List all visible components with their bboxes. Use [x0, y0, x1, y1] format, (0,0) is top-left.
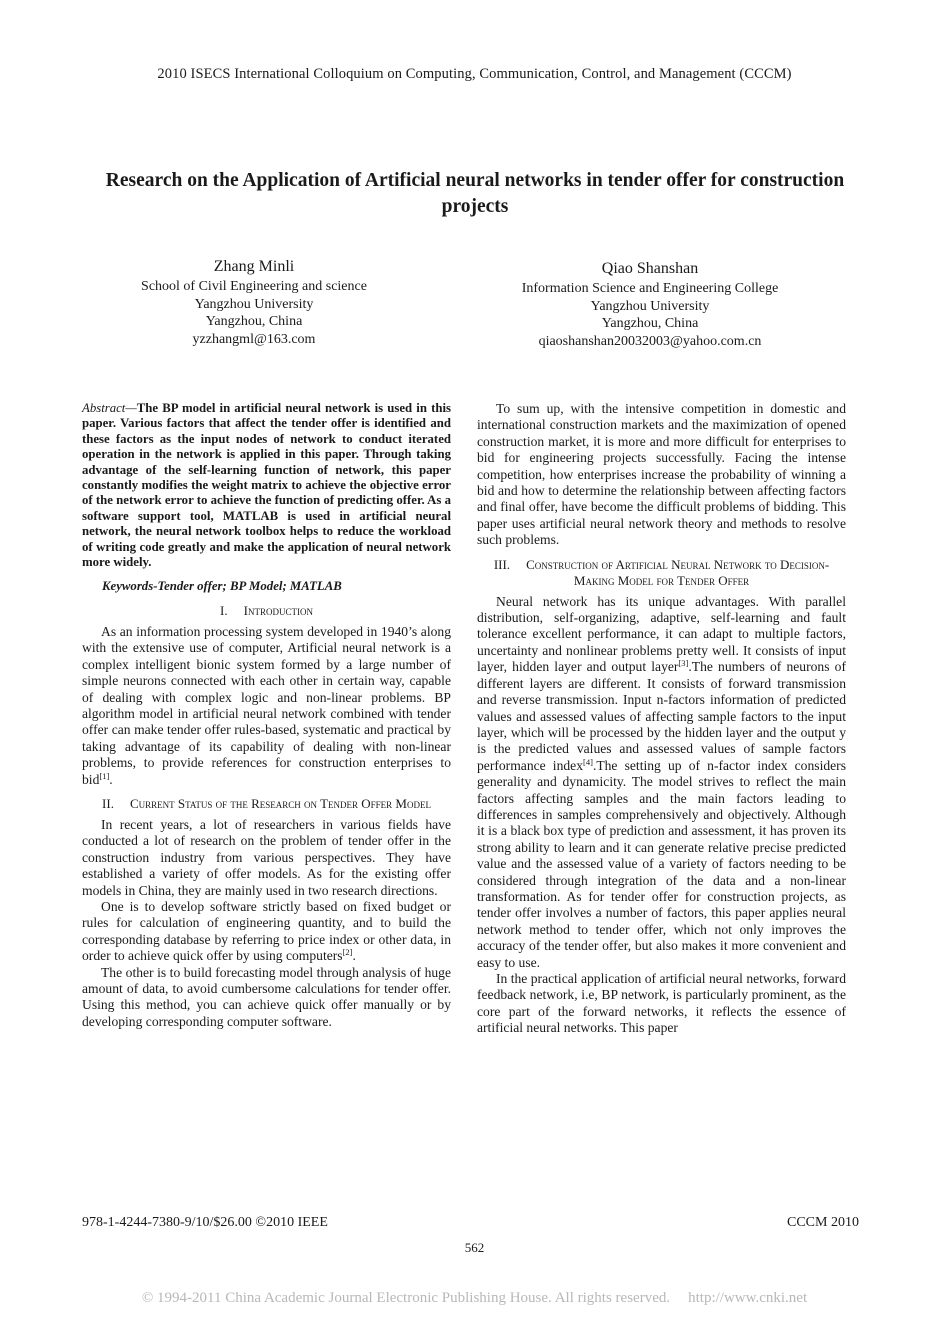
author-email: qiaoshanshan20032003@yahoo.com.cn: [538, 333, 762, 349]
author-email: yzzhangml@163.com: [192, 331, 316, 347]
author-affiliation: Information Science and Engineering College: [521, 281, 779, 296]
paragraph-end: .: [352, 948, 356, 964]
section-title: Current Status of the Research on Tender Offer Model: [129, 795, 431, 811]
conference-header: 2010 ISECS International Colloquium on Computing, Communication, Control, and Management (CCCM): [157, 66, 792, 82]
section-heading-2: [82, 796, 451, 812]
paragraph-text: One is to develop software strictly based on fixed budget or rules for calculation of engineering quantity, and to build the corresponding database by referring to price index or other data, in order to achieve quick offer by using computers: [82, 898, 451, 964]
author-name: Qiao Shanshan: [601, 260, 699, 277]
right-column: [477, 401, 846, 1037]
page-number: 562: [464, 1240, 485, 1255]
citation-ref: [2]: [342, 947, 353, 958]
left-column: [82, 401, 451, 1030]
copyright-notice: [0, 1290, 949, 1307]
paragraph-text: .The setting up of n-factor index considers generality and dynamicity. The model strives to reflect the main factors affecting samples and the main factors leading to differences in samples comprehensively and objectively. Although it is a black box type of prediction and assessment, it has proven its strong ability to learn and it can generate relative precise predicted value and the assessed value of a variety of factors needing to be considered through integration of the data and a non-linear transformation. As for tender offer for construction projects, as tender offer involves a number of factors, this paper applies neural network method to tender offer, which not only improves the accuracy of the tender offer, but also makes it more convenient and easy to use.: [477, 757, 846, 970]
citation-ref: [4]: [583, 756, 593, 767]
author-affiliation: School of Civil Engineering and science: [141, 279, 367, 294]
author-name: Zhang Minli: [213, 258, 295, 275]
citation-ref: [3]: [678, 658, 689, 669]
copyright-url[interactable]: http://www.cnki.net: [688, 1290, 808, 1306]
section-number: III.: [493, 556, 511, 572]
paragraph: [477, 594, 846, 971]
abstract-dash: —: [125, 401, 137, 415]
author-university: Yangzhou University: [590, 298, 710, 314]
section-heading-1: [82, 603, 451, 619]
author-city: Yangzhou, China: [601, 316, 699, 331]
paragraph: In recent years, a lot of researchers in various fields have conducted a lot of research on the problem of tender offer in the construction industry from various perspectives. They have established a variety of offer models. As for the existing offer models in China, they are mainly used in two research directions.: [82, 816, 451, 898]
paragraph: [82, 624, 451, 788]
section-title: Introduction: [243, 602, 313, 618]
paragraph: The other is to build forecasting model through analysis of huge amount of data, to avoid cumbersome calculations for tender offer. Using this method, you can achieve quick offer manually or by developing corresponding computer software.: [82, 964, 451, 1029]
section-heading-3: [477, 557, 846, 589]
footer-conference: CCCM 2010: [787, 1215, 859, 1230]
author-block-1: [104, 256, 404, 348]
paragraph: In the practical application of artificial neural networks, forward feedback network, i.e, BP network, is particularly prominent, as the core part of the forward networks, it reflects the essence of artificial neural networks. This paper: [477, 971, 846, 1036]
section-title: Construction of Artificial Neural Network to Decision-Making Model for Tender Offer: [526, 556, 830, 588]
paragraph: [82, 899, 451, 965]
citation-ref: [1]: [99, 770, 110, 781]
keywords: Keywords-Tender offer; BP Model; MATLAB: [102, 579, 342, 594]
section-number: I.: [220, 602, 228, 618]
footer-isbn: 978-1-4244-7380-9/10/$26.00 ©2010 IEEE: [82, 1215, 328, 1230]
abstract-text: The BP model in artificial neural network is used in this paper. Various factors that affect the tender offer is identified and these factors as the input nodes of network to conduct iterated operation in the network is applied in this paper. Through taking advantage of the self-learning function of network, this paper constantly modifies the weight matrix to achieve the objective error of the network error to achieve the function of predicting offer. As a software support tool, MATLAB is used in artificial neural network, the neural network toolbox helps to reduce the workload of writing code greatly and make the application of neural network more widely.: [82, 401, 451, 570]
author-city: Yangzhou, China: [205, 314, 303, 329]
abstract-label: Abstract: [82, 401, 126, 415]
paragraph: To sum up, with the intensive competition in domestic and international construction markets and the maximization of opened construction market, it is more and more difficult for enterprises to bid for engineering projects successfully. Facing the intense competition, how enterprises increase the probability of winning a bid and how to determine the relationship between affecting factors and final offer, have become the difficult problems of bidding. This paper uses artificial neural network theory and methods to resolve such problems.: [477, 401, 846, 548]
author-block-2: [480, 258, 820, 350]
section-number: II.: [102, 795, 114, 811]
author-university: Yangzhou University: [194, 296, 314, 312]
paragraph-text: As an information processing system developed in 1940’s along with the extensive use of computer, Artificial neural network is a complex intelligent bionic system formed by a large number of simple neurons connected with each other in certain way, capable of dealing with complex logic and non-linear problems. BP algorithm model in artificial neural network combined with tender offer can make tender offer rules-based, systematic and practical by taking advantage of its capability of dealing with non-linear problems, to provide references for construction enterprises to bid: [82, 623, 451, 787]
paragraph-text: .The numbers of neurons of different layers are different. It consists of forward transmission and reverse transmission. Input n-factors information of predicted values and assessed values of affecting sample factors to the input layer, which will be processed by the hidden layer and the output y is the predicted values and assessed values of sample factors performance index: [477, 659, 846, 773]
paper-title: Research on the Application of Artificial neural networks in tender offer for construction projects: [105, 170, 845, 217]
abstract: [82, 401, 451, 570]
paragraph-text: Neural network has its unique advantages. With parallel distribution, self-organizing, adaptive, self-learning and fault tolerance excellent performance, it can adapt to multiple factors, uncertainty and nonlinear problems pretty well. It consists of input layer, hidden layer and output layer: [477, 593, 846, 675]
paragraph-end: .: [109, 771, 113, 787]
copyright-text: © 1994-2011 China Academic Journal Electronic Publishing House. All rights reserved.: [141, 1290, 671, 1306]
